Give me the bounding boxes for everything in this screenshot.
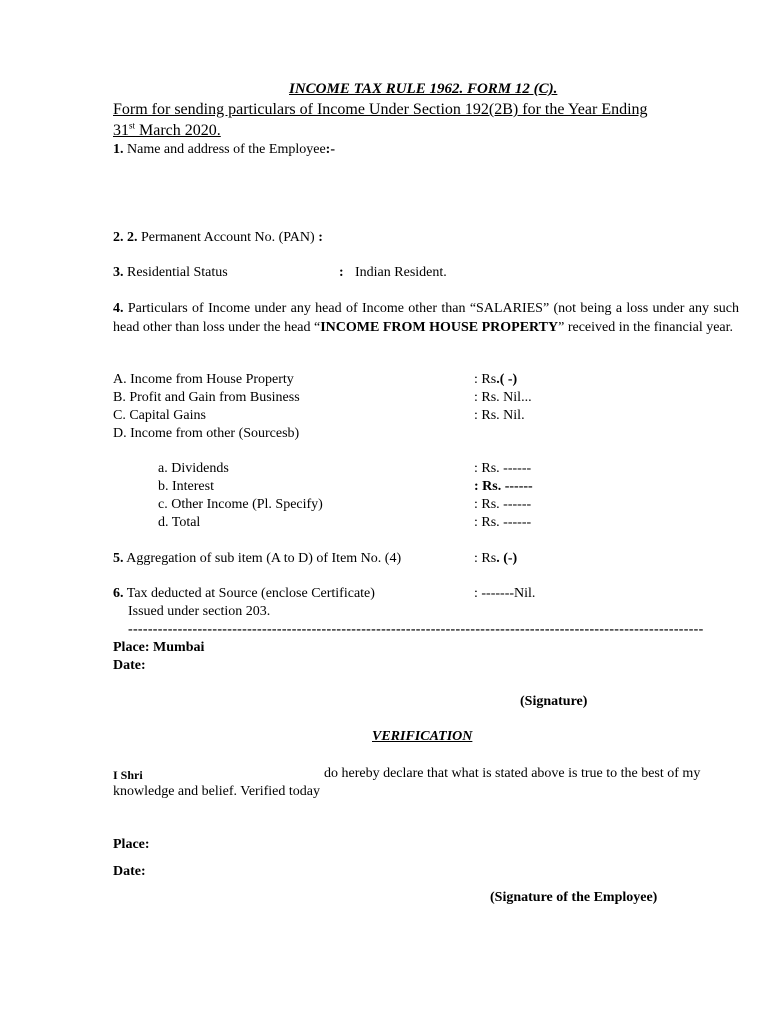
form-subtitle-line1: Form for sending particulars of Income Under Section 192(2B) for the Year Ending [113,101,648,118]
date-label: Date: [113,658,146,673]
item-5-value-bold: . (-) [496,551,518,566]
item-4-number: 4. [113,301,124,316]
verification-i-shri: I Shri [113,768,143,782]
item-5-value-text: : Rs [474,551,497,566]
item-3-value: Indian Resident. [355,265,447,280]
verification-place-label: Place: [113,837,150,852]
item-4-paragraph [113,299,739,337]
dashed-separator: -------------------------------------------------------------------------------------------------------------------- [128,622,704,637]
item-4-bold-head: INCOME FROM HOUSE PROPERTY [320,320,559,335]
item-1-suffix: :- [325,142,335,157]
item-5-label: Aggregation of sub item (A to D) of Item No. (4) [123,551,402,566]
sub-row-label: c. Other Income (Pl. Specify) [158,497,323,512]
subtitle-month-year: March 2020. [135,122,221,139]
item-3-colon: : [339,265,344,280]
subtitle-day: 31 [113,122,129,139]
item-6-number: 6. [113,586,124,601]
sub-row-value: : Rs. ------ [474,461,532,476]
sub-row-label: d. Total [158,515,201,530]
sub-row-value: : Rs. ------ [474,497,532,512]
verification-declare-line2: knowledge and belief. Verified today [113,784,320,799]
item-2-pan [113,229,323,247]
item-2-number: 2. 2. [113,230,138,245]
item-3-label: Residential Status [123,265,228,280]
income-row-value: : Rs. Nil. [474,408,525,423]
verification-heading: VERIFICATION [372,729,473,744]
income-row-value [474,371,517,389]
item-6-tds [113,585,375,603]
employee-signature-label: (Signature of the Employee) [490,890,658,905]
item-1-label: Name and address of the Employee [123,142,326,157]
item-5-value [474,550,517,568]
sub-row-label: a. Dividends [158,461,229,476]
item-4-text-a: Particulars of Income under any head of Income other than “SALARIES” (not being a loss under any such head other than loss under the head “ [113,301,739,335]
signature-label: (Signature) [520,694,588,709]
item-3-number: 3. [113,265,124,280]
income-row-label: D. Income from other (Sourcesb) [113,426,300,441]
income-row-label: A. Income from House Property [113,372,294,387]
sub-row-label: b. Interest [158,479,214,494]
income-row-label: C. Capital Gains [113,408,206,423]
item-4-text-b: ” received in the financial year. [558,320,734,335]
subtitle-ordinal: st [129,120,136,131]
verification-declare-line1: do hereby declare that what is stated above is true to the best of my [324,766,701,781]
income-row-value-text: : Rs [474,372,497,387]
sub-row-value: : Rs. ------ [474,515,532,530]
item-5-aggregation [113,550,401,568]
form-title: INCOME TAX RULE 1962. FORM 12 (C). [289,81,558,97]
item-6-label-line2: Issued under section 203. [128,604,271,619]
item-6-value: : -------Nil. [474,586,536,601]
sub-row-value: : Rs. ------ [474,479,533,494]
item-2-suffix: : [318,230,323,245]
item-1-employee-name-address [113,141,335,159]
item-2-label: Permanent Account No. (PAN) [137,230,319,245]
item-6-label: Tax deducted at Source (enclose Certificate) [123,586,375,601]
item-5-number: 5. [113,551,124,566]
income-row-value: : Rs. Nil... [474,390,532,405]
item-3-residential-status [113,264,228,282]
place-label: Place: Mumbai [113,640,205,655]
item-1-number: 1. [113,142,124,157]
form-subtitle-line2 [113,121,221,141]
verification-date-label: Date: [113,864,146,879]
income-row-label: B. Profit and Gain from Business [113,390,300,405]
income-row-value-bold: .( -) [496,372,518,387]
